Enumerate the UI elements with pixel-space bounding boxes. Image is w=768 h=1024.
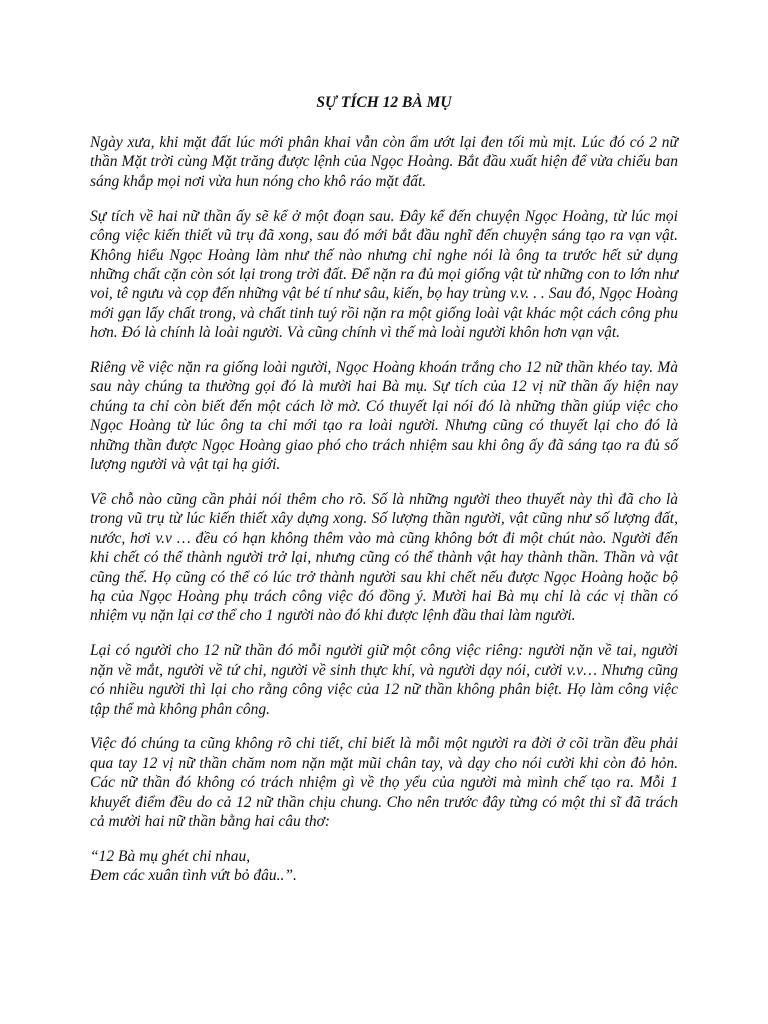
poem-line-1: “12 Bà mụ ghét chi nhau, [90, 848, 251, 865]
paragraph-5: Lại có người cho 12 nữ thần đó mỗi người giữ một công việc riêng: người nặn về tai, người nặn về mắt, người về tứ chi, người về sinh thực khí, và người dạy nói, cười v.v… Nhưng cũng có nhiều người thì lại cho rằng công việc của 12 nữ thần không phân biệt. Họ làm công việc tập thể mà không phân công. [90, 642, 678, 718]
document-title: SỰ TÍCH 12 BÀ MỤ [316, 94, 452, 111]
paragraph-3: Riêng về việc nặn ra giống loài người, Ngọc Hoàng khoán trắng cho 12 nữ thần khéo tay. Mà sau này chúng ta thường gọi đó là mười hai Bà mụ. Sự tích của 12 vị nữ thần ấy hiện nay chúng ta chỉ còn biết đến một cách lờ mờ. Có thuyết lại nói đó là những thần giúp việc cho Ngọc Hoàng từ lúc ông ta chỉ mới tạo ra loài người. Nhưng cũng có thuyết lại cho đó là những thần được Ngọc Hoàng giao phó cho trách nhiệm sau khi ông ấy đã sáng tạo ra đủ số lượng người và vật tại hạ giới. [90, 359, 678, 474]
poem-line-2: Đem các xuân tình vứt bỏ đâu..”. [90, 867, 297, 885]
paragraph-4: Về chỗ nào cũng cần phải nói thêm cho rõ. Số là những người theo thuyết này thì đã cho là trong vũ trụ từ lúc kiến thiết xây dựng xong. Số lượng thần người, vật cũng như số lượng đất, nước, hơi v.v … đều có hạn không thêm vào mà cũng không bớt đi một chút nào. Người đến khi chết có thể thành người trở lại, nhưng cũng có thể thành vật hay thành thần. Thần và vật cũng thế. Họ cũng có thể có lúc trở thành người sau khi chết nếu được Ngọc Hoàng hoặc bộ hạ của Ngọc Hoàng phụ trách công việc đó đồng ý. Mười hai Bà mụ chỉ là các vị thần có nhiệm vụ nặn lại cơ thể cho 1 người nào đó khi được lệnh đầu thai làm người. [90, 491, 678, 625]
paragraph-2: Sự tích về hai nữ thần ấy sẽ kể ở một đoạn sau. Đây kể đến chuyện Ngọc Hoàng, từ lúc mọi công việc kiến thiết vũ trụ đã xong, sau đó mới bắt đầu nghĩ đến chuyện sáng tạo ra vạn vật. Không hiểu Ngọc Hoàng làm như thế nào nhưng chỉ nghe nói là ông ta trước hết sử dụng những chất cặn còn sót lại trong trời đất. Để nặn ra đủ mọi giống vật từ những con to lớn như voi, tê ngưu và cọp đến những vật bé tí như sâu, kiến, bọ hay trùng v.v. . . Sau đó, Ngọc Hoàng mới gạn lấy chất trong, và chất tinh tuý rồi nặn ra một giống loài vật khác một cách công phu hơn. Đó là chính là loài người. Và cũng chính vì thế mà loài người khôn hơn vạn vật. [90, 207, 678, 342]
paragraph-1: Ngày xưa, khi mặt đất lúc mới phân khai vẫn còn ẩm ướt lại đen tối mù mịt. Lúc đó có 2 nữ thần Mặt trời cùng Mặt trăng được lệnh của Ngọc Hoàng. Bắt đầu xuất hiện để vừa chiếu ban sáng khắp mọi nơi vừa hun nóng cho khô ráo mặt đất. [90, 134, 678, 190]
poem-quote [90, 847, 678, 886]
paragraph-6: Việc đó chúng ta cũng không rõ chi tiết, chỉ biết là mỗi một người ra đời ở cõi trần đều phải qua tay 12 vị nữ thần chăm nom nặn mặt mũi chân tay, và dạy cho nói cười khi còn đỏ hỏn. Các nữ thần đó không có trách nhiệm gì về thọ yểu của người mà mình chế tạo ra. Mỗi 1 khuyết điểm đều do cả 12 nữ thần chịu chung. Cho nên trước đây từng có một thi sĩ đã trách cả mười hai nữ thần bằng hai câu thơ: [90, 735, 678, 831]
document-page [90, 93, 678, 886]
